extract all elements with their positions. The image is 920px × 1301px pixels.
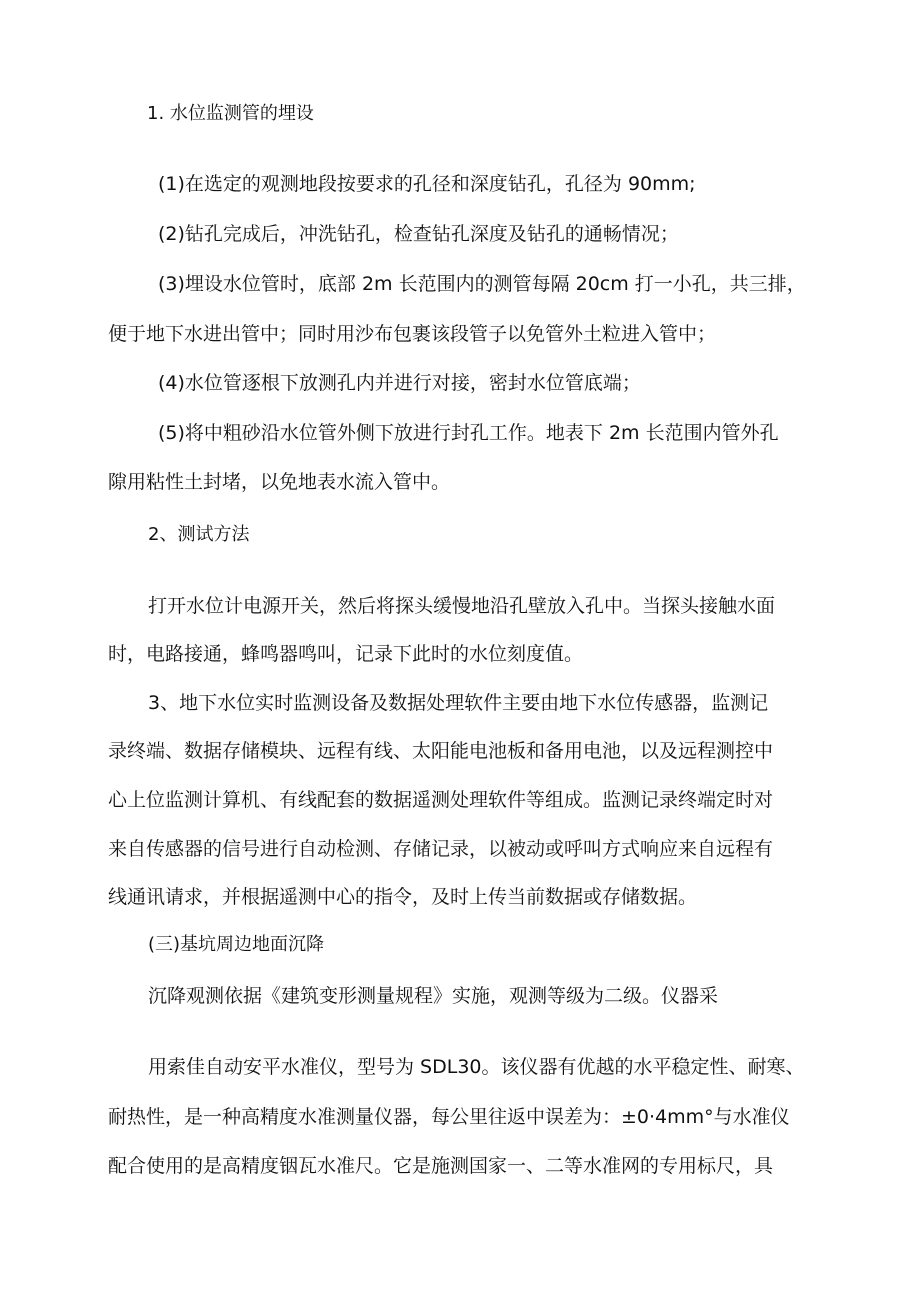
section3-paragraph-line-3: 心上位监测计算机、有线配套的数据遥测处理软件等组成。监测记录终端定时对 bbox=[108, 789, 774, 811]
section4-paragraph-line-2: 用索佳自动安平水准仪，型号为 SDL30。该仪器有优越的水平稳定性、耐寒、 bbox=[148, 1056, 805, 1078]
section4-heading: (三)基坑周边地面沉降 bbox=[148, 934, 325, 955]
section2-paragraph-line-2: 时，电路接通，蜂鸣器鸣叫，记录下此时的水位刻度值。 bbox=[108, 643, 584, 665]
section1-item-4: (4)水位管逐根下放测孔内并进行对接，密封水位管底端； bbox=[158, 372, 641, 394]
section1-item-5: (5)将中粗砂沿水位管外侧下放进行封孔工作。地表下 2m 长范围内管外孔 bbox=[158, 422, 779, 444]
section3-paragraph-line-1: 3、地下水位实时监测设备及数据处理软件主要由地下水位传感器，监测记 bbox=[148, 692, 769, 714]
section2-heading: 2、测试方法 bbox=[148, 524, 250, 545]
section3-paragraph-line-4: 来自传感器的信号进行自动检测、存储记录，以被动或呼叫方式响应来自远程有 bbox=[108, 838, 774, 860]
section4-paragraph-line-3: 耐热性，是一种高精度水准测量仪器，每公里往返中误差为：±0·4mm°与水准仪 bbox=[108, 1106, 790, 1128]
section1-item-3: (3)埋设水位管时，底部 2m 长范围内的测管每隔 20cm 打一小孔，共三排， bbox=[158, 273, 806, 295]
section1-item-1: (1)在选定的观测地段按要求的孔径和深度钻孔，孔径为 90mm; bbox=[158, 173, 696, 195]
section1-item-5-continued: 隙用粘性土封堵，以免地表水流入管中。 bbox=[108, 471, 451, 493]
section3-paragraph-line-5: 线通讯请求，并根据遥测中心的指令，及时上传当前数据或存储数据。 bbox=[108, 886, 698, 908]
section3-paragraph-line-2: 录终端、数据存储模块、远程有线、太阳能电池板和备用电池，以及远程测控中 bbox=[108, 740, 774, 762]
section4-paragraph-line-1: 沉降观测依据《建筑变形测量规程》实施，观测等级为二级。仪器采 bbox=[148, 985, 719, 1007]
section1-item-3-continued: 便于地下水进出管中；同时用沙布包裹该段管子以免管外土粒进入管中； bbox=[108, 323, 717, 345]
section4-paragraph-line-4: 配合使用的是高精度铟瓦水准尺。它是施测国家一、二等水准网的专用标尺，具 bbox=[108, 1155, 774, 1177]
section1-item-2: (2)钻孔完成后，冲洗钻孔，检查钻孔深度及钻孔的通畅情况； bbox=[158, 223, 679, 245]
section1-heading: 1. 水位监测管的埋设 bbox=[147, 103, 314, 124]
section2-paragraph-line-1: 打开水位计电源开关，然后将探头缓慢地沿孔壁放入孔中。当探头接触水面 bbox=[148, 595, 776, 617]
